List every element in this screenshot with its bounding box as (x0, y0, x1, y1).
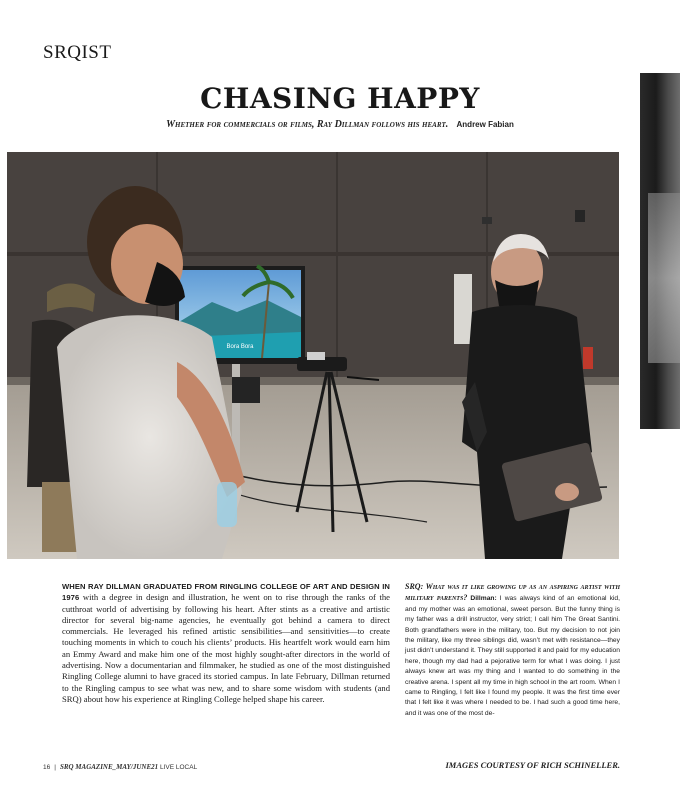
article-interview-column (405, 582, 620, 719)
monitor-screen-title: Bora Bora (226, 344, 254, 350)
footer-section: LIVE LOCAL (159, 764, 198, 771)
interview-answer: I was always kind of an emotional kid, and my mother was an emotional, sweet person. But the funny thing is my father was a drill instructor, very strict; I call him The Great Santini. Both grandfathers were in the military, too. But my decision to not join the military, like my three siblings did, wasn’t met with resistance—they just didn’t understand it. They still supported it and paid for my education here, though my dad had a pejorative term for what I was doing. I just always knew art was my thing and I wanted to do something in the creative arena. I spent all my time in high school in the art room. When I came to Ringling, I felt like I found my people. It was the first time ever that I felt like it was where I needed to be. I had such a good time here, and it was one of the most de- (405, 595, 620, 717)
article-body-text: with a degree in design and illustration, he went on to rise through the ranks of the cutthroat world of advertising by following his heart. After stints as a creative and artistic director for several big-name agencies, he eventually got behind a camera to direct commercials. He leveraged his refined artistic sensibilities—and sensitivities—to create touching moments in which to couch his clients’ products. His heartfelt work would earn him an Emmy Award and make him one of the most highly sought-after directors in the world of advertising. Now a documentarian and filmmaker, he studied as one of the most distinguished Ringling College alumni to have graced its storied campus. In late February, Dillman returned to the Ringling campus to see what was new, and to share some wisdom with students (and SRQ) about how his experience at Ringling College helped shape his career. (62, 592, 390, 704)
masthead-logo: SRQIST (43, 42, 112, 63)
interview-answer-name: Dillman: (470, 595, 497, 603)
photo-credit: IMAGES COURTESY OF RICH SCHINELLER. (445, 760, 620, 770)
article-subtitle: Whether for commercials or films, Ray Dillman follows his heart. (166, 119, 449, 130)
magazine-issue: SRQ MAGAZINE_MAY/JUNE21 (59, 763, 159, 771)
page-footer: 16 | SRQ MAGAZINE_MAY/JUNE21 LIVE LOCAL (43, 763, 198, 771)
article-author: Andrew Fabian (456, 120, 514, 129)
article-lead-in: WHEN RAY DILLMAN GRADUATED FROM RINGLING COLLEGE OF ART AND DESIGN IN 1976 (62, 582, 390, 603)
article-photo (7, 152, 619, 559)
page-number: 16 (43, 764, 51, 771)
interview-question: SRQ: What was it like growing up as an aspiring artist with military parents? (405, 582, 620, 603)
article-body-left-column (62, 581, 390, 705)
article-subtitle-line (0, 119, 680, 130)
next-page-edge (640, 73, 680, 429)
article-title: CHASING HAPPY (200, 82, 480, 115)
